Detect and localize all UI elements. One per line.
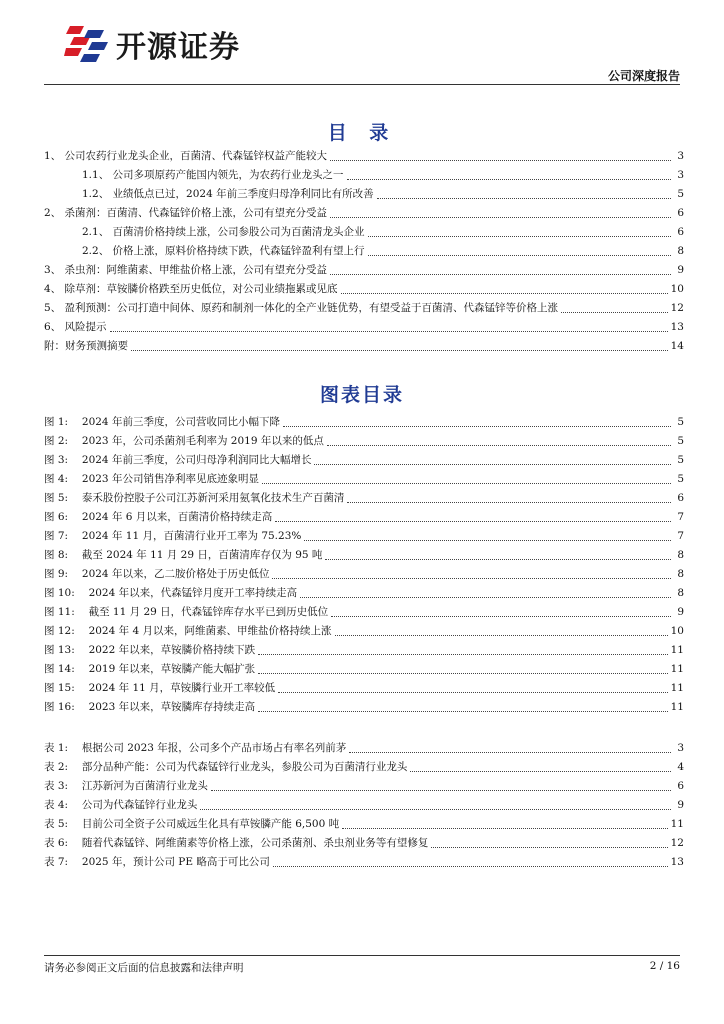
toc-entry[interactable] <box>44 241 684 260</box>
figure-entry-label: 图 9: 2024 年以来，乙二胺价格处于历史低位 <box>44 568 270 580</box>
table-entry[interactable] <box>44 776 684 795</box>
figure-entry[interactable] <box>44 640 684 659</box>
toc-entry-page: 6 <box>677 206 684 219</box>
logo-mark-icon <box>64 24 110 64</box>
company-logo <box>64 22 240 66</box>
dot-leader <box>304 531 671 541</box>
table-entry-label: 表 6: 随着代森锰锌、阿维菌素等价格上涨，公司杀菌剂、杀虫剂业务等有望修复 <box>44 837 429 849</box>
dot-leader <box>200 800 671 810</box>
figure-entry-page: 8 <box>677 567 684 580</box>
footer <box>44 960 680 975</box>
report-type-label: 公司深度报告 <box>607 69 680 83</box>
dot-leader <box>275 512 671 522</box>
figure-entry[interactable] <box>44 602 684 621</box>
toc-entry[interactable] <box>44 298 684 317</box>
toc-entry[interactable] <box>44 260 684 279</box>
company-name: 开源证券 <box>116 30 240 65</box>
toc-entry-page: 10 <box>670 282 684 295</box>
toc-entry[interactable] <box>44 317 684 336</box>
dot-leader <box>368 227 671 237</box>
dot-leader <box>410 762 671 772</box>
toc-entry[interactable] <box>44 184 684 203</box>
dot-leader <box>377 189 671 199</box>
dot-leader <box>347 170 671 180</box>
toc-entry-label: 1、 公司农药行业龙头企业，百菌清、代森锰锌权益产能较大 <box>44 150 328 162</box>
table-entry[interactable] <box>44 795 684 814</box>
table-entry-page: 9 <box>677 798 684 811</box>
toc-entry[interactable] <box>44 279 684 298</box>
toc-entry-label: 1.1、 公司多项原药产能国内领先，为农药行业龙头之一 <box>82 169 344 181</box>
figure-entry-page: 10 <box>670 624 684 637</box>
toc-entry-label: 4、 除草剂：草铵膦价格跌至历史低位，对公司业绩拖累或见底 <box>44 283 338 295</box>
dot-leader <box>314 455 671 465</box>
dot-leader <box>211 781 671 791</box>
footer-divider <box>44 955 680 956</box>
figure-entry-page: 8 <box>677 586 684 599</box>
dot-leader <box>341 284 668 294</box>
figure-entry[interactable] <box>44 583 684 602</box>
figure-entry-label: 图 14: 2019 年以来，草铵膦产能大幅扩张 <box>44 663 256 675</box>
table-entry-page: 6 <box>677 779 684 792</box>
dot-leader <box>368 246 671 256</box>
dot-leader <box>330 265 671 275</box>
toc-entry-page: 3 <box>677 149 684 162</box>
figure-entry-page: 7 <box>677 529 684 542</box>
figure-entry[interactable] <box>44 678 684 697</box>
table-entry-page: 12 <box>670 836 684 849</box>
table-entry[interactable] <box>44 738 684 757</box>
figure-entry[interactable] <box>44 507 684 526</box>
page-number: 2 / 16 <box>649 960 680 972</box>
figure-entry[interactable] <box>44 450 684 469</box>
toc-entry-page: 3 <box>677 168 684 181</box>
figure-entry-label: 图 1: 2024 年前三季度，公司营收同比小幅下降 <box>44 416 280 428</box>
tables-list <box>44 738 684 871</box>
dot-leader <box>561 303 668 313</box>
dot-leader <box>272 569 671 579</box>
table-entry-page: 3 <box>677 741 684 754</box>
toc-entry-label: 2、 杀菌剂：百菌清、代森锰锌价格上涨，公司有望充分受益 <box>44 207 328 219</box>
toc-entry-label: 5、 盈利预测：公司打造中间体、原药和制剂一体化的全产业链优势，有望受益于百菌清、代森锰锌等价格上涨 <box>44 302 559 314</box>
figure-entry-label: 图 13: 2022 年以来，草铵膦价格持续下跌 <box>44 644 256 656</box>
disclaimer-text: 请务必参阅正文后面的信息披露和法律声明 <box>44 962 244 974</box>
figure-entry-page: 11 <box>670 643 684 656</box>
dot-leader <box>330 208 671 218</box>
toc-entry[interactable] <box>44 203 684 222</box>
toc-entry-page: 8 <box>677 244 684 257</box>
dot-leader <box>258 664 667 674</box>
figure-entry-label: 图 7: 2024 年 11 月，百菌清行业开工率为 75.23% <box>44 530 302 542</box>
figure-entry[interactable] <box>44 412 684 431</box>
figure-entry[interactable] <box>44 621 684 640</box>
dot-leader <box>110 322 668 332</box>
toc-list <box>44 146 684 355</box>
table-entry-label: 表 2: 部分品种产能：公司为代森锰锌行业龙头，参股公司为百菌清行业龙头 <box>44 761 408 773</box>
dot-leader <box>325 550 671 560</box>
figure-entry-label: 图 11: 截至 11 月 29 日，代森锰锌库存水平已到历史低位 <box>44 606 329 618</box>
figure-entry-page: 11 <box>670 662 684 675</box>
figure-entry-page: 9 <box>677 605 684 618</box>
toc-entry-label: 1.2、 业绩低点已过，2024 年前三季度归母净利同比有所改善 <box>82 188 374 200</box>
table-entry-label: 表 5: 目前公司全资子公司威远生化具有草铵膦产能 6,500 吨 <box>44 818 340 830</box>
dot-leader <box>262 474 671 484</box>
dot-leader <box>327 436 671 446</box>
toc-entry[interactable] <box>44 222 684 241</box>
figure-entry-page: 7 <box>677 510 684 523</box>
table-entry-label: 表 1: 根据公司 2023 年报，公司多个产品市场占有率名列前茅 <box>44 742 347 754</box>
toc-entry-label: 6、 风险提示 <box>44 321 107 333</box>
figure-entry-page: 5 <box>677 434 684 447</box>
figure-entry-label: 图 15: 2024 年 11 月，草铵膦行业开工率较低 <box>44 682 276 694</box>
header-divider <box>44 84 680 85</box>
figures-list <box>44 412 684 716</box>
figure-entry[interactable] <box>44 697 684 716</box>
figure-entry-page: 8 <box>677 548 684 561</box>
toc-entry-page: 13 <box>670 320 684 333</box>
toc-entry-label: 2.1、 百菌清价格持续上涨，公司参股公司为百菌清龙头企业 <box>82 226 365 238</box>
dot-leader <box>335 626 668 636</box>
toc-entry-page: 5 <box>677 187 684 200</box>
dot-leader <box>278 683 667 693</box>
dot-leader <box>300 588 671 598</box>
figure-entry-label: 图 2: 2023 年，公司杀菌剂毛利率为 2019 年以来的低点 <box>44 435 324 447</box>
dot-leader <box>258 702 667 712</box>
figure-entry-page: 5 <box>677 415 684 428</box>
toc-title: 目 录 <box>327 122 397 144</box>
figures-toc-title: 图表目录 <box>319 384 404 406</box>
figure-entry-page: 5 <box>677 472 684 485</box>
figure-entry[interactable] <box>44 564 684 583</box>
toc-entry-label: 3、 杀虫剂：阿维菌素、甲维盐价格上涨，公司有望充分受益 <box>44 264 328 276</box>
dot-leader <box>347 493 671 503</box>
table-entry-label: 表 4: 公司为代森锰锌行业龙头 <box>44 799 198 811</box>
figure-entry-label: 图 5: 泰禾股份控股子公司江苏新河采用氨氧化技术生产百菌清 <box>44 492 345 504</box>
table-entry[interactable] <box>44 833 684 852</box>
toc-entry-page: 6 <box>677 225 684 238</box>
figure-entry-label: 图 3: 2024 年前三季度，公司归母净利润同比大幅增长 <box>44 454 312 466</box>
figure-entry[interactable] <box>44 488 684 507</box>
dot-leader <box>131 341 668 351</box>
dot-leader <box>258 645 667 655</box>
figure-entry[interactable] <box>44 526 684 545</box>
figure-entry[interactable] <box>44 545 684 564</box>
toc-entry-label: 2.2、 价格上涨，原料价格持续下跌，代森锰锌盈利有望上行 <box>82 245 365 257</box>
figure-entry-page: 11 <box>670 700 684 713</box>
figure-entry-page: 11 <box>670 681 684 694</box>
table-entry-label: 表 7: 2025 年，预计公司 PE 略高于可比公司 <box>44 856 270 868</box>
table-entry-page: 4 <box>677 760 684 773</box>
dot-leader <box>330 151 671 161</box>
toc-entry-page: 9 <box>677 263 684 276</box>
figure-entry-label: 图 8: 截至 2024 年 11 月 29 日，百菌清库存仅为 95 吨 <box>44 549 323 561</box>
toc-entry[interactable] <box>44 165 684 184</box>
dot-leader <box>283 417 671 427</box>
dot-leader <box>349 743 671 753</box>
figure-entry-label: 图 10: 2024 年以来，代森锰锌月度开工率持续走高 <box>44 587 298 599</box>
table-entry[interactable] <box>44 814 684 833</box>
figure-entry[interactable] <box>44 469 684 488</box>
dot-leader <box>273 857 668 867</box>
dot-leader <box>342 819 667 829</box>
toc-entry[interactable] <box>44 146 684 165</box>
table-entry-page: 11 <box>670 817 684 830</box>
figure-entry-label: 图 6: 2024 年 6 月以来，百菌清价格持续走高 <box>44 511 273 523</box>
figure-entry-label: 图 16: 2023 年以来，草铵膦库存持续走高 <box>44 701 256 713</box>
figure-entry[interactable] <box>44 431 684 450</box>
table-entry[interactable] <box>44 757 684 776</box>
toc-entry-page: 14 <box>670 339 684 352</box>
table-entry-label: 表 3: 江苏新河为百菌清行业龙头 <box>44 780 208 792</box>
figure-entry-page: 5 <box>677 453 684 466</box>
table-entry-page: 13 <box>670 855 684 868</box>
toc-entry-label: 附：财务预测摘要 <box>44 340 128 352</box>
figure-entry-label: 图 4: 2023 年公司销售净利率见底迹象明显 <box>44 473 259 485</box>
dot-leader <box>431 838 667 848</box>
figure-entry-page: 6 <box>677 491 684 504</box>
dot-leader <box>331 607 671 617</box>
figure-entry[interactable] <box>44 659 684 678</box>
toc-entry-page: 12 <box>670 301 684 314</box>
figure-entry-label: 图 12: 2024 年 4 月以来，阿维菌素、甲维盐价格持续上涨 <box>44 625 332 637</box>
table-entry[interactable] <box>44 852 684 871</box>
toc-entry[interactable] <box>44 336 684 355</box>
